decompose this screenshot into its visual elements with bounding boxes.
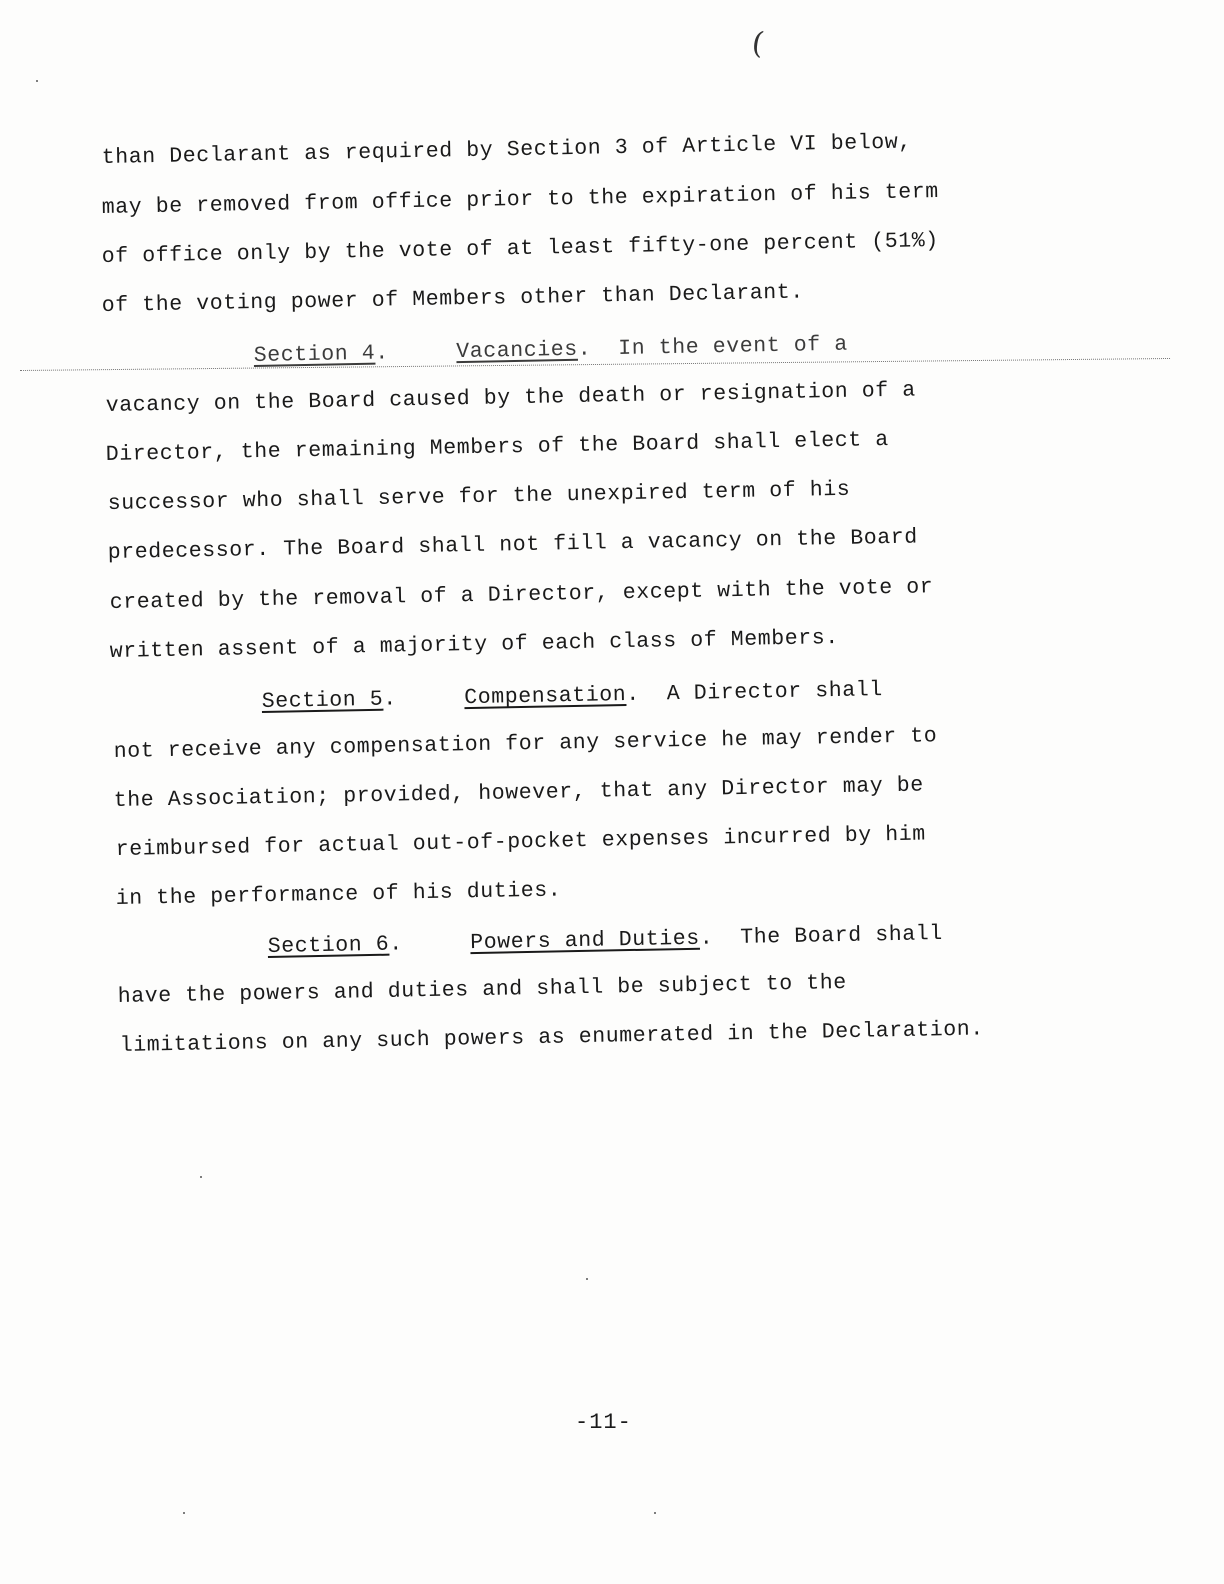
scan-speck [654,1512,656,1514]
scan-speck [200,1176,202,1178]
body-line: have the powers and duties and shall be subject to the [117,971,847,1009]
body-line: than Declarant as required by Section 3 of Article VI below, [101,130,912,170]
body-line: predecessor. The Board shall not fill a vacancy on the Board [107,525,918,565]
body-line: limitations on any such powers as enumerated in the Declaration. [119,1017,984,1058]
body-line: created by the removal of a Director, except with the vote or [109,575,934,615]
scan-speck [36,80,38,82]
body-line: successor who shall serve for the unexpired term of his [107,477,851,516]
section-5-heading: Section 5. Compensation. A Director shall [261,678,884,714]
body-line: reimbursed for actual out-of-pocket expenses incurred by him [115,822,926,862]
section-4-heading: Section 4. Vacancies. In the event of a [253,332,849,368]
section-lead: A Director shall [666,678,884,707]
body-line: Director, the remaining Members of the Board shall elect a [105,427,889,467]
handwritten-mark: ( [749,25,767,62]
section-title: Vacancies [456,337,579,365]
body-line: of the voting power of Members other than Declarant. [101,280,804,318]
body-line: the Association; provided, however, that any Director may be [113,773,924,813]
scan-speck [183,1512,185,1514]
body-line: written assent of a majority of each class of Members. [109,626,839,664]
scan-speck [586,1278,588,1280]
body-line: vacancy on the Board caused by the death or resignation of a [105,378,916,418]
body-line: of office only by the vote of at least fifty-one percent (51%) [101,228,939,269]
section-label: Section 4 [253,341,376,368]
body-line: in the performance of his duties. [115,878,562,911]
section-lead: The Board shall [740,922,944,950]
body-line: may be removed from office prior to the expiration of his term [101,179,939,220]
body-line: not receive any compensation for any service he may render to [113,724,938,764]
section-title: Compensation [464,683,627,711]
section-6-heading: Section 6. Powers and Duties. The Board shall [267,922,944,959]
section-label: Section 5 [261,687,384,714]
section-label: Section 6 [267,932,390,959]
page-number: -11- [575,1410,632,1435]
section-title: Powers and Duties [470,926,701,956]
section-lead: In the event of a [618,332,849,362]
